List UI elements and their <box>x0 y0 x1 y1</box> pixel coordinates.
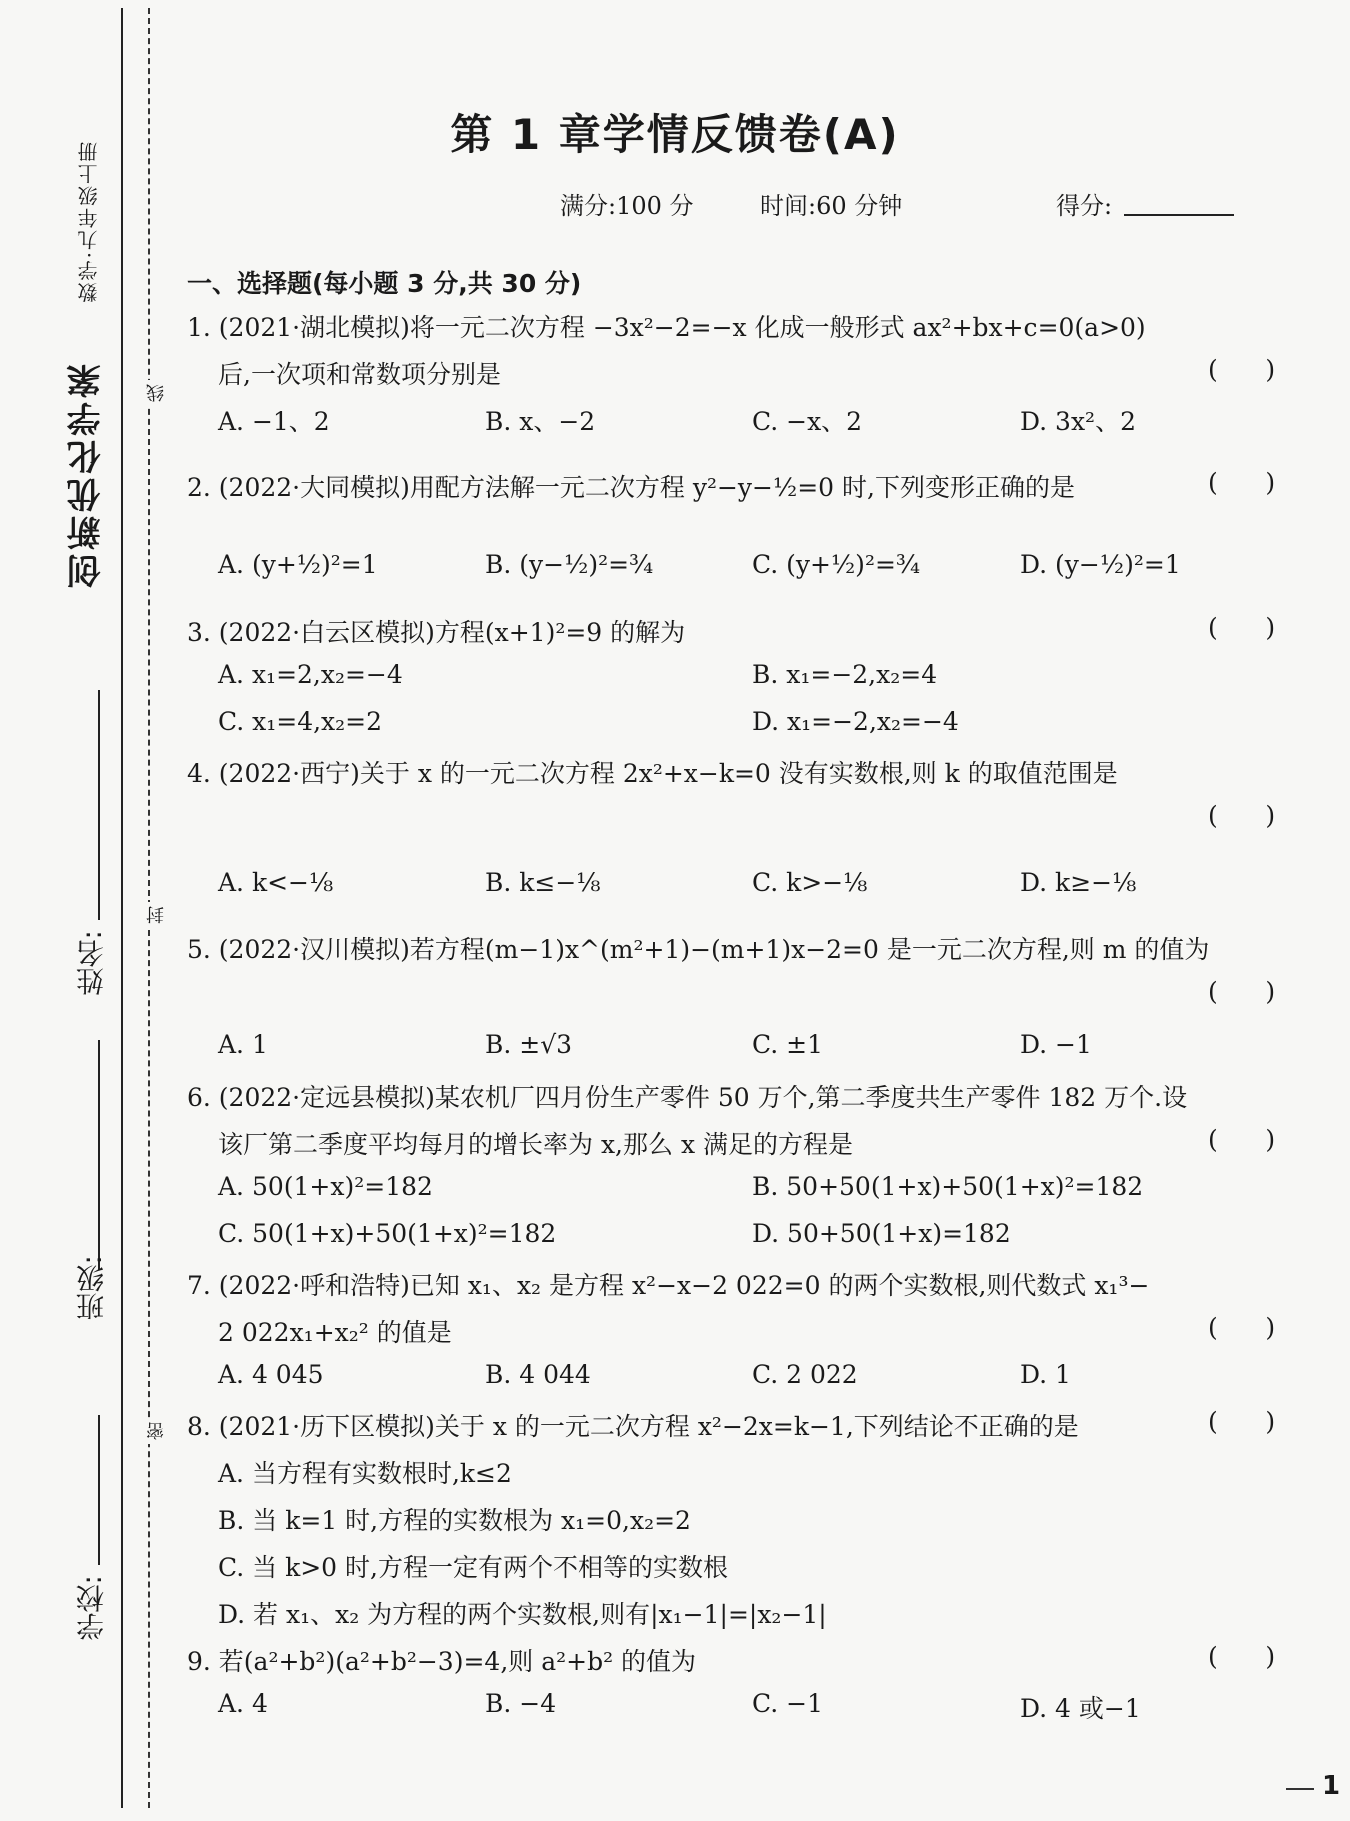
q3-option-d[interactable]: D. x₁=−2,x₂=−4 <box>752 707 959 736</box>
brand-logo-text: 创新优化学案 <box>67 360 107 588</box>
q1-option-a[interactable]: A. −1、2 <box>218 407 330 436</box>
section-title: 一、选择题(每小题 3 分,共 30 分) <box>187 269 582 298</box>
q4-option-c[interactable]: C. k>−⅛ <box>752 868 868 897</box>
answer-paren-4[interactable]: ( ) <box>1208 801 1276 830</box>
school-fill-line <box>98 1415 100 1565</box>
q3-option-c[interactable]: C. x₁=4,x₂=2 <box>218 707 383 736</box>
q8-option-c[interactable]: C. 当 k>0 时,方程一定有两个不相等的实数根 <box>218 1553 728 1582</box>
seal-secret-char: 密 <box>144 1418 170 1444</box>
question-9-line-1: 9. 若(a²+b²)(a²+b²−3)=4,则 a²+b² 的值为 <box>187 1647 697 1676</box>
q5-option-b[interactable]: B. ±√3 <box>485 1030 573 1059</box>
answer-paren-3[interactable]: ( ) <box>1208 613 1276 642</box>
q9-option-c[interactable]: C. −1 <box>752 1689 823 1718</box>
q7-option-a[interactable]: A. 4 045 <box>218 1360 324 1389</box>
question-2-line-1: 2. (2022·大同模拟)用配方法解一元二次方程 y²−y−½=0 时,下列变形正确的是 <box>187 473 1075 502</box>
q8-option-a[interactable]: A. 当方程有实数根时,k≤2 <box>218 1459 512 1488</box>
q2-option-c[interactable]: C. (y+½)²=¾ <box>752 550 921 579</box>
answer-paren-6[interactable]: ( ) <box>1208 1125 1276 1154</box>
q8-option-b[interactable]: B. 当 k=1 时,方程的实数根为 x₁=0,x₂=2 <box>218 1506 691 1535</box>
q4-option-a[interactable]: A. k<−⅛ <box>218 868 334 897</box>
q2-option-a[interactable]: A. (y+½)²=1 <box>218 550 378 579</box>
seal-seal-char: 封 <box>144 902 170 928</box>
full-score: 满分:100 分 <box>560 192 694 220</box>
q9-option-d[interactable]: D. 4 或−1 <box>1020 1694 1141 1723</box>
q7-option-d[interactable]: D. 1 <box>1020 1360 1071 1389</box>
class-label: 班级: <box>75 1255 108 1321</box>
answer-paren-1[interactable]: ( ) <box>1208 355 1276 384</box>
q3-option-a[interactable]: A. x₁=2,x₂=−4 <box>218 660 403 689</box>
score-blank[interactable] <box>1124 214 1234 216</box>
answer-paren-8[interactable]: ( ) <box>1208 1407 1276 1436</box>
q6-option-c[interactable]: C. 50(1+x)+50(1+x)²=182 <box>218 1219 557 1248</box>
q5-option-a[interactable]: A. 1 <box>218 1030 268 1059</box>
page-title: 第 1 章学情反馈卷(A) <box>450 110 900 159</box>
class-fill-line <box>98 1040 100 1270</box>
q2-option-d[interactable]: D. (y−½)²=1 <box>1020 550 1181 579</box>
q2-option-b[interactable]: B. (y−½)²=¾ <box>485 550 654 579</box>
page-dash <box>1286 1788 1314 1790</box>
name-fill-line <box>98 690 100 920</box>
q1-option-c[interactable]: C. −x、2 <box>752 407 863 436</box>
question-7-line-1: 7. (2022·呼和浩特)已知 x₁、x₂ 是方程 x²−x−2 022=0 的两个实数根,则代数式 x₁³− <box>187 1271 1150 1300</box>
subject-label: 数学·九年级上册 <box>77 140 101 303</box>
question-6-line-2: 该厂第二季度平均每月的增长率为 x,那么 x 满足的方程是 <box>218 1130 853 1159</box>
q1-option-d[interactable]: D. 3x²、2 <box>1020 407 1136 436</box>
q6-option-b[interactable]: B. 50+50(1+x)+50(1+x)²=182 <box>752 1172 1144 1201</box>
q5-option-d[interactable]: D. −1 <box>1020 1030 1092 1059</box>
seal-line-char: 线 <box>144 380 170 406</box>
question-1-line-1: 1. (2021·湖北模拟)将一元二次方程 −3x²−2=−x 化成一般形式 ax²+bx+c=0(a>0) <box>187 313 1146 342</box>
question-4-line-1: 4. (2022·西宁)关于 x 的一元二次方程 2x²+x−k=0 没有实数根,则 k 的取值范围是 <box>187 759 1118 788</box>
question-3-line-1: 3. (2022·白云区模拟)方程(x+1)²=9 的解为 <box>187 618 686 647</box>
school-label: 学校: <box>75 1575 108 1641</box>
q3-option-b[interactable]: B. x₁=−2,x₂=4 <box>752 660 938 689</box>
question-1-line-2: 后,一次项和常数项分别是 <box>218 360 501 389</box>
answer-paren-7[interactable]: ( ) <box>1208 1313 1276 1342</box>
q7-option-c[interactable]: C. 2 022 <box>752 1360 858 1389</box>
question-6-line-1: 6. (2022·定远县模拟)某农机厂四月份生产零件 50 万个,第二季度共生产零件 182 万个.设 <box>187 1083 1188 1112</box>
q6-option-d[interactable]: D. 50+50(1+x)=182 <box>752 1219 1011 1248</box>
answer-paren-2[interactable]: ( ) <box>1208 468 1276 497</box>
q9-option-a[interactable]: A. 4 <box>218 1689 268 1718</box>
q1-option-b[interactable]: B. x、−2 <box>485 407 596 436</box>
q9-option-b[interactable]: B. −4 <box>485 1689 557 1718</box>
exam-time: 时间:60 分钟 <box>760 192 903 220</box>
answer-paren-5[interactable]: ( ) <box>1208 977 1276 1006</box>
answer-paren-9[interactable]: ( ) <box>1208 1642 1276 1671</box>
q4-option-d[interactable]: D. k≥−⅛ <box>1020 868 1137 897</box>
question-8-line-1: 8. (2021·历下区模拟)关于 x 的一元二次方程 x²−2x=k−1,下列结论不正确的是 <box>187 1412 1079 1441</box>
name-label: 姓名: <box>75 930 108 996</box>
q6-option-a[interactable]: A. 50(1+x)²=182 <box>218 1172 433 1201</box>
question-7-line-2: 2 022x₁+x₂² 的值是 <box>218 1318 452 1347</box>
binding-solid-line <box>121 8 123 1808</box>
q7-option-b[interactable]: B. 4 044 <box>485 1360 591 1389</box>
q8-option-d[interactable]: D. 若 x₁、x₂ 为方程的两个实数根,则有|x₁−1|=|x₂−1| <box>218 1600 827 1629</box>
q4-option-b[interactable]: B. k≤−⅛ <box>485 868 601 897</box>
question-5-line-1: 5. (2022·汉川模拟)若方程(m−1)x^(m²+1)−(m+1)x−2=0 是一元二次方程,则 m 的值为 <box>187 935 1210 964</box>
page-number: 1 <box>1322 1771 1341 1801</box>
score-label: 得分: <box>1056 192 1113 220</box>
q5-option-c[interactable]: C. ±1 <box>752 1030 823 1059</box>
